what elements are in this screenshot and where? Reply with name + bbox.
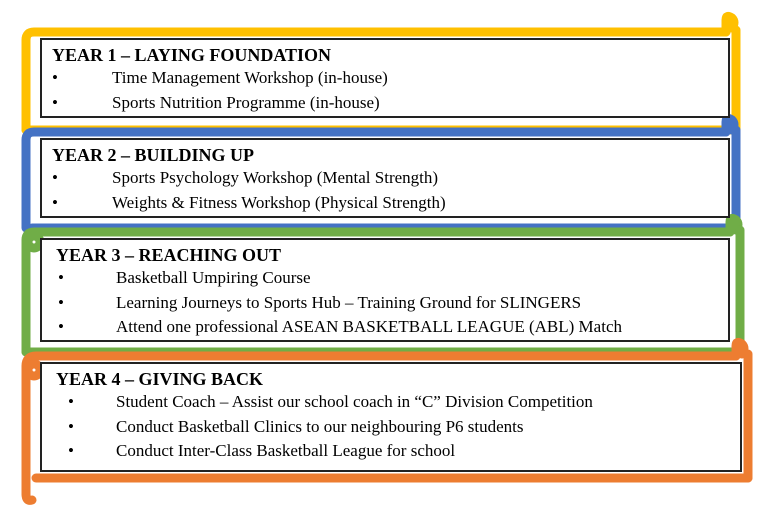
bullet-icon: • [58, 268, 64, 287]
bullet-icon: • [68, 441, 74, 460]
list-item: • Conduct Basketball Clinics to our neighbouring P6 students [42, 415, 740, 440]
list-item: • Time Management Workshop (in-house) [42, 66, 728, 91]
bullet-icon: • [58, 292, 64, 312]
year-1-title: YEAR 1 – LAYING FOUNDATION [52, 45, 332, 65]
list-item: • Basketball Umpiring Course [42, 266, 728, 291]
bullet-icon: • [68, 416, 74, 436]
year-2-list [42, 166, 728, 215]
bullet-icon: • [68, 392, 74, 411]
year-2-title: YEAR 2 – BUILDING UP [52, 145, 255, 165]
list-item: • Student Coach – Assist our school coach in “C” Division Competition [42, 390, 740, 415]
year-4-section [40, 362, 742, 472]
year-1-list [42, 66, 728, 115]
list-item: • Conduct Inter-Class Basketball League for school [42, 439, 740, 464]
bullet-icon: • [52, 192, 58, 212]
bullet-icon: • [52, 168, 58, 187]
list-item: • Learning Journeys to Sports Hub – Training Ground for SLINGERS [42, 291, 728, 316]
year-2-section [40, 138, 730, 218]
year-3-section [40, 238, 730, 342]
year-3-list [42, 266, 728, 340]
year-3-title: YEAR 3 – REACHING OUT [56, 245, 282, 265]
year-4-title: YEAR 4 – GIVING BACK [56, 369, 264, 389]
list-item: • Attend one professional ASEAN BASKETBALL LEAGUE (ABL) Match [42, 315, 728, 340]
bullet-icon: • [52, 68, 58, 87]
bullet-icon: • [58, 317, 64, 336]
list-item: • Sports Nutrition Programme (in-house) [42, 91, 728, 116]
list-item: • Weights & Fitness Workshop (Physical Strength) [42, 191, 728, 216]
list-item: • Sports Psychology Workshop (Mental Strength) [42, 166, 728, 191]
year-1-section [40, 38, 730, 118]
bullet-icon: • [52, 92, 58, 112]
year-4-list [42, 390, 740, 464]
